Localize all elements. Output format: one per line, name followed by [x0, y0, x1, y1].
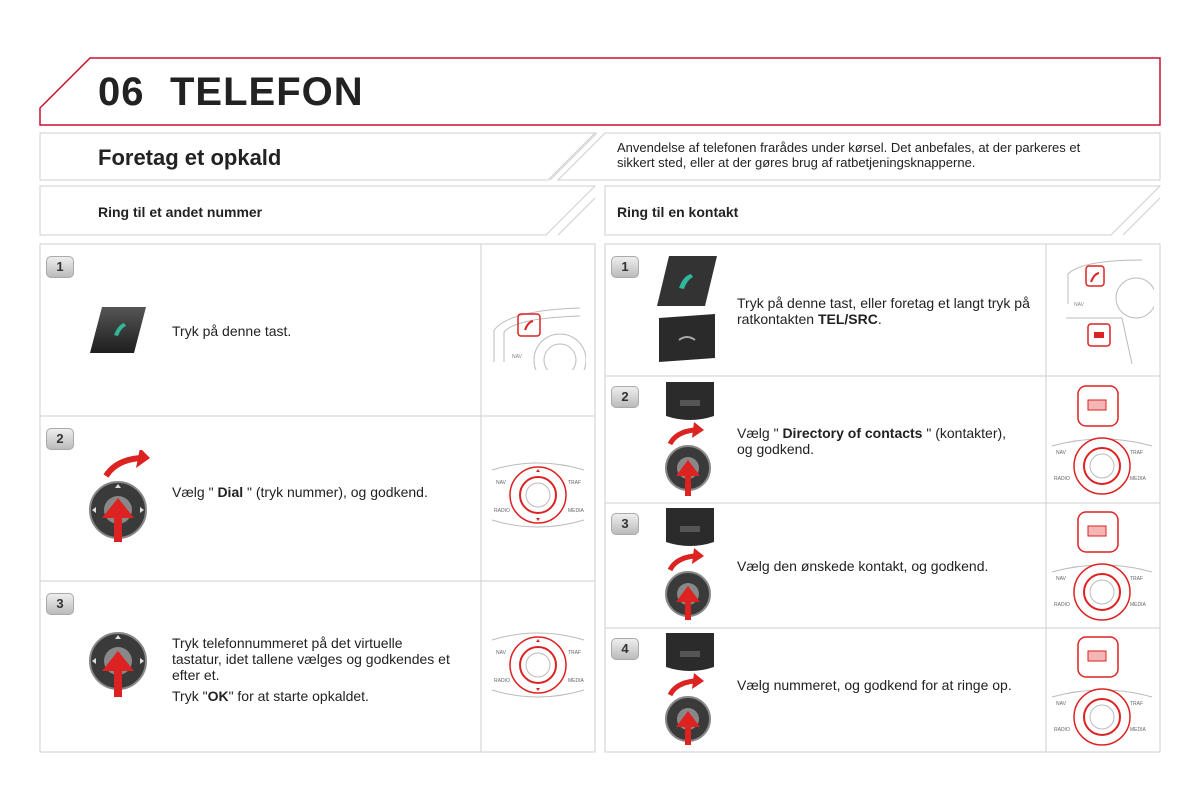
step-number: 1	[46, 256, 74, 278]
phone-key-icon	[88, 305, 148, 355]
step-text: Tryk "OK" for at starte opkaldet.	[172, 688, 369, 704]
svg-text:RADIO: RADIO	[494, 678, 510, 684]
step-text: Tryk på denne tast, eller foretag et langt tryk på ratkontakten TEL/SRC.	[737, 295, 1030, 327]
svg-text:NAV: NAV	[1074, 302, 1084, 308]
right-subtitle: Ring til en kontakt	[617, 204, 739, 220]
step-text: Vælg " Dial " (tryk nummer), og godkend.	[172, 484, 428, 500]
svg-text:RADIO: RADIO	[1054, 476, 1070, 482]
left-subtitle: Ring til et andet nummer	[98, 204, 263, 220]
rotary-dial-icon	[660, 380, 720, 500]
svg-text:MEDIA: MEDIA	[568, 508, 584, 514]
svg-text:NAV: NAV	[1056, 701, 1066, 707]
section-title: Foretag et opkald	[98, 145, 282, 170]
dial-illustration	[1050, 380, 1154, 498]
dial-illustration	[490, 630, 586, 700]
step-text: Tryk på denne tast.	[172, 323, 292, 339]
step-text: Vælg nummeret, og godkend for at ringe op.	[737, 677, 1012, 693]
step-text: Vælg " Directory of contacts " (kontakter), og godkend.	[737, 425, 1007, 457]
step-number: 3	[611, 513, 639, 535]
svg-text:MEDIA: MEDIA	[568, 678, 584, 684]
svg-text:NAV: NAV	[496, 480, 506, 486]
svg-text:RADIO: RADIO	[494, 508, 510, 514]
steering-wheel-tel-illustration	[1052, 254, 1154, 370]
svg-text:MEDIA: MEDIA	[1130, 476, 1146, 482]
svg-text:NAV: NAV	[496, 650, 506, 656]
phone-key-icon	[655, 254, 721, 366]
nav-label: NAV	[512, 354, 522, 360]
step-text: Tryk telefonnummeret på det virtuelle tastatur, idet tallene vælges og godkendes et efter et.	[172, 635, 450, 683]
svg-text:TRAF: TRAF	[1130, 450, 1144, 456]
svg-text:TRAF: TRAF	[1130, 701, 1144, 707]
step-number: 2	[611, 386, 639, 408]
svg-text:NAV: NAV	[1056, 450, 1066, 456]
svg-text:RADIO: RADIO	[1054, 727, 1070, 733]
step-number: 1	[611, 256, 639, 278]
svg-text:TRAF: TRAF	[568, 480, 582, 486]
dial-illustration	[1050, 506, 1154, 622]
svg-text:TRAF: TRAF	[1130, 576, 1144, 582]
step-number: 3	[46, 593, 74, 615]
rotary-dial-icon	[88, 625, 158, 725]
dial-illustration	[490, 460, 586, 530]
step-text: Vælg den ønskede kontakt, og godkend.	[737, 558, 989, 574]
step-number: 4	[611, 638, 639, 660]
step-number: 2	[46, 428, 74, 450]
chapter-title: TELEFON	[170, 70, 364, 114]
dial-illustration	[1050, 631, 1154, 749]
svg-text:RADIO: RADIO	[1054, 602, 1070, 608]
rotary-dial-icon	[660, 631, 720, 749]
svg-text:MEDIA: MEDIA	[1130, 727, 1146, 733]
rotary-dial-icon	[88, 450, 158, 550]
dashboard-phone-key-illustration	[490, 300, 586, 370]
svg-text:MEDIA: MEDIA	[1130, 602, 1146, 608]
chapter-number: 06	[98, 70, 145, 114]
rotary-dial-icon	[660, 506, 720, 624]
safety-warning: Anvendelse af telefonen frarådes under kørsel. Det anbefales, at der parkeres et sikkert sted, eller at der gøres brug af ratbetjeningsknapperne.	[617, 140, 1081, 170]
svg-text:TRAF: TRAF	[568, 650, 582, 656]
svg-text:NAV: NAV	[1056, 576, 1066, 582]
